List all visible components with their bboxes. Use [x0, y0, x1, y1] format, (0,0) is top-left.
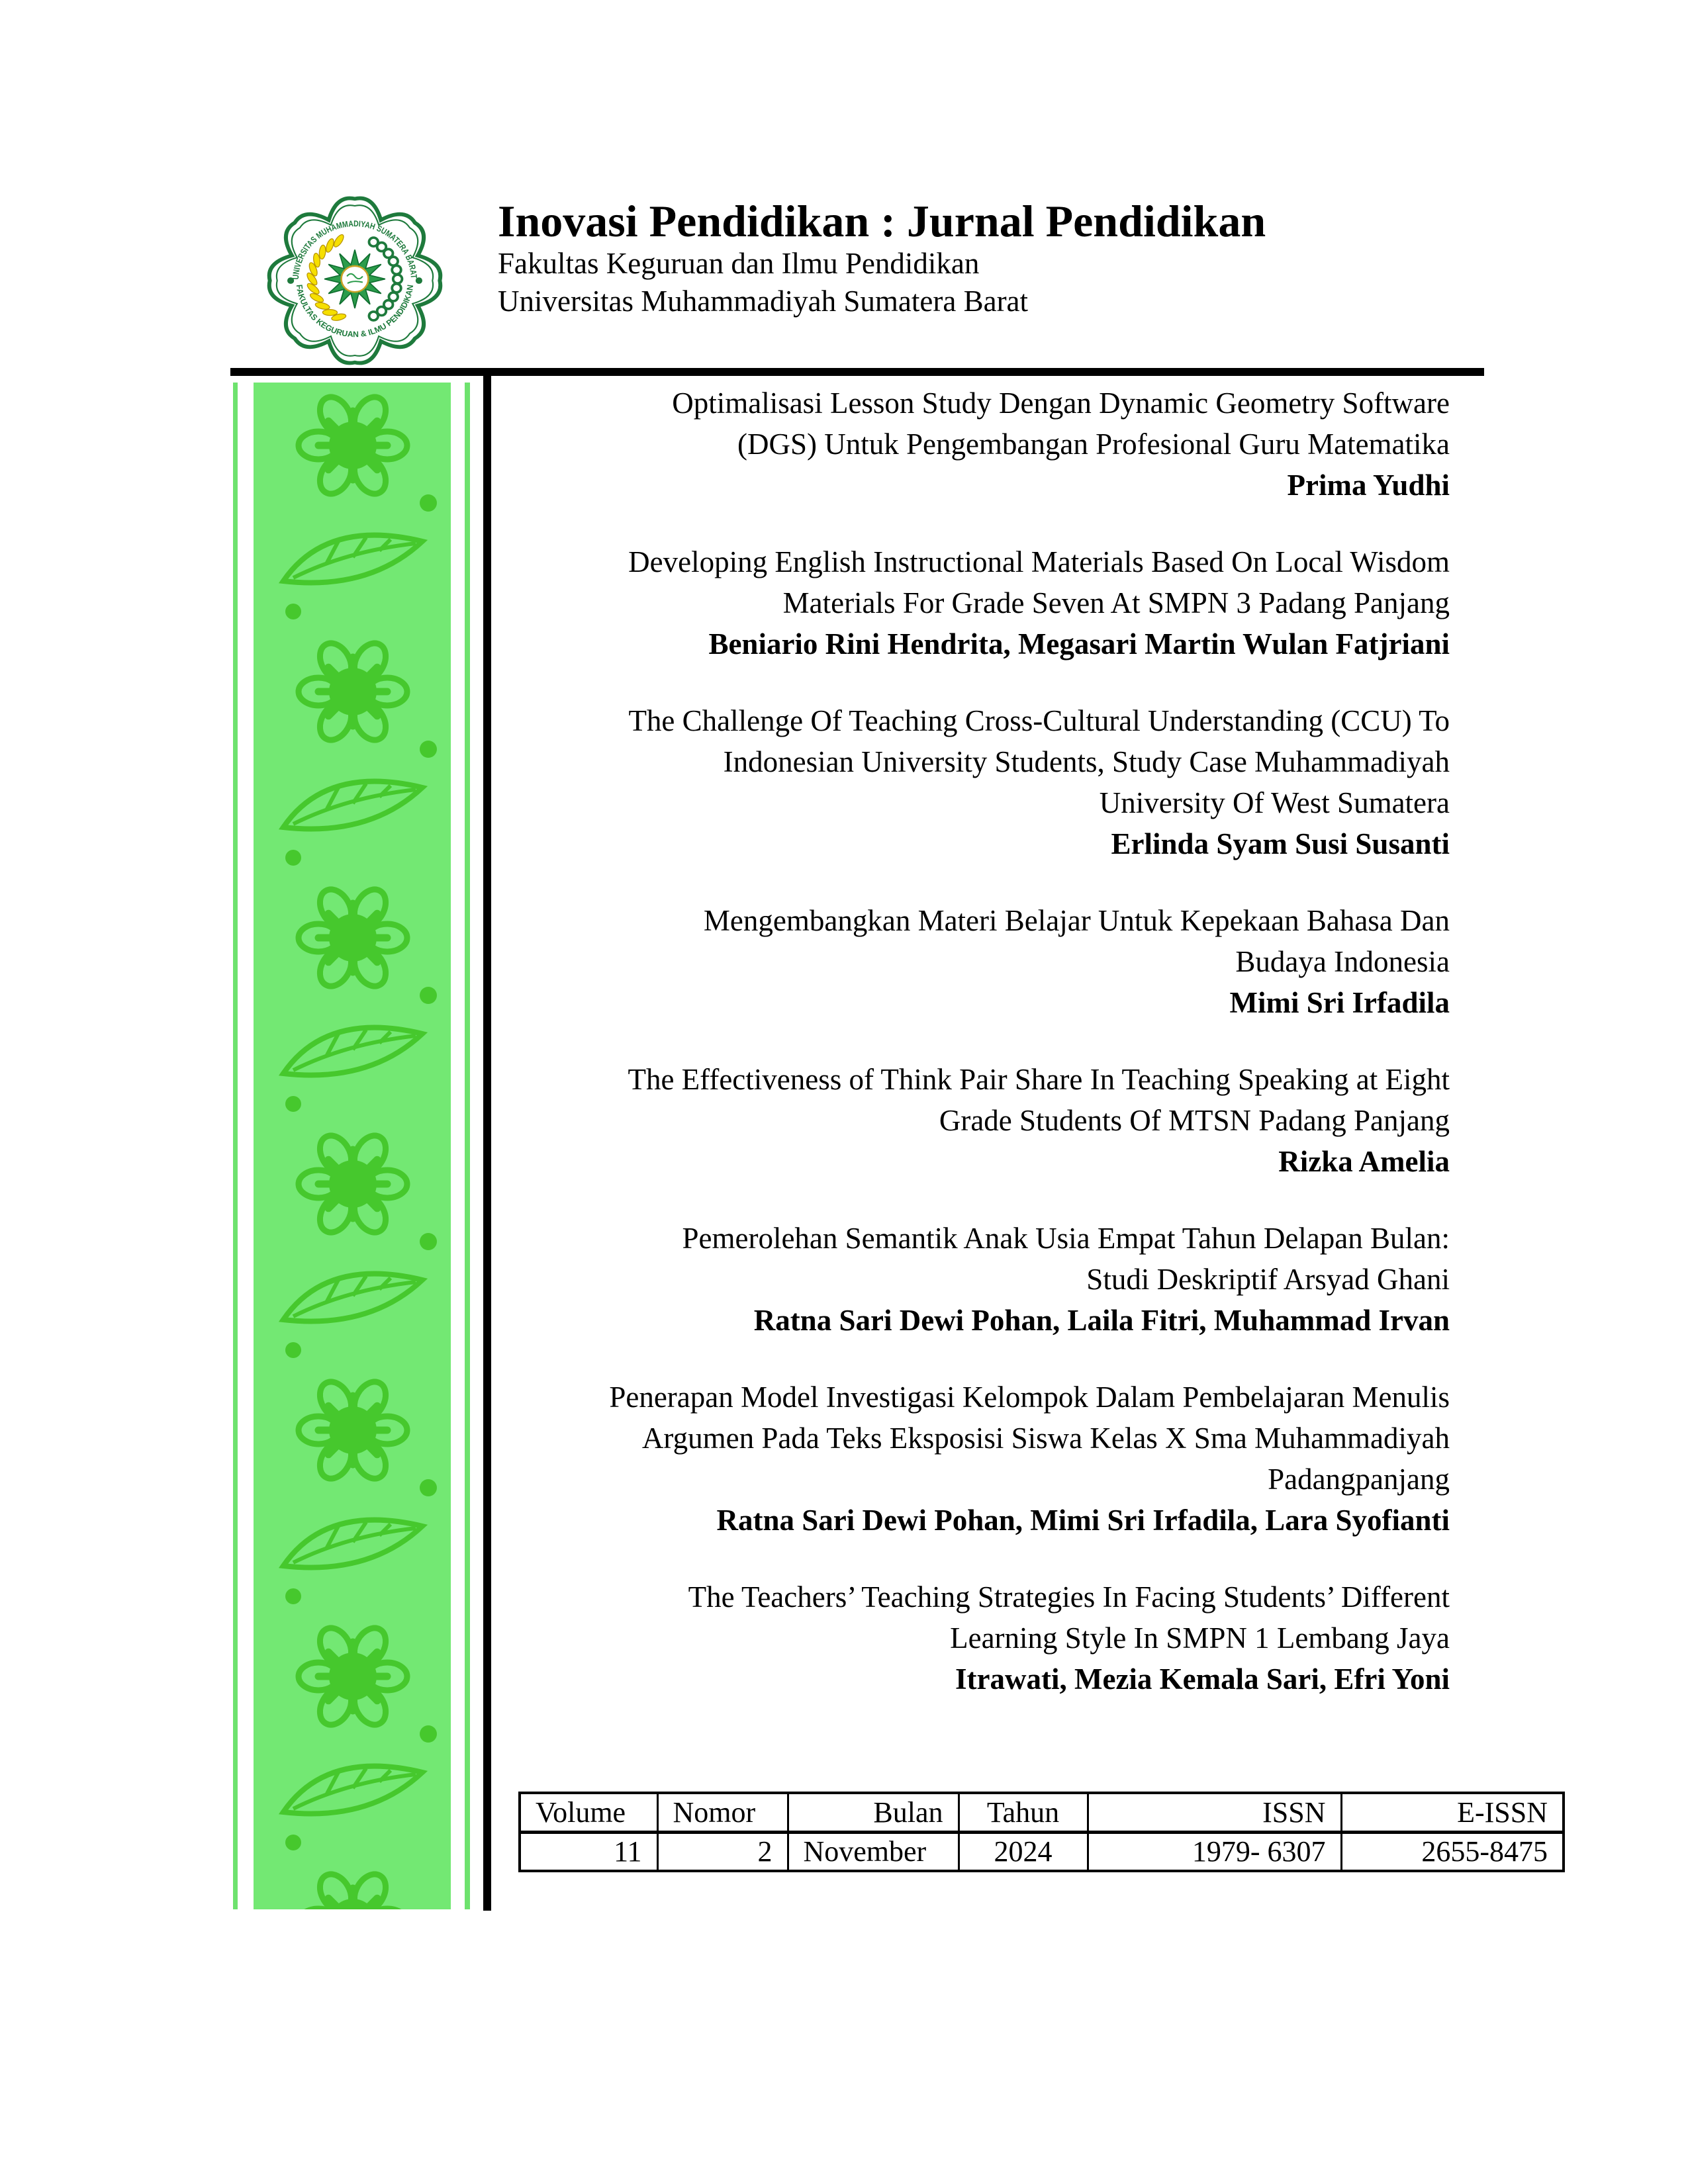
article-entry: [490, 541, 1450, 664]
issue-info-table: [518, 1792, 1565, 1872]
value-bulan: November: [788, 1832, 959, 1871]
table-value-row: [520, 1832, 1564, 1871]
article-authors: Ratna Sari Dewi Pohan, Mimi Sri Irfadila, Lara Syofianti: [716, 1504, 1450, 1537]
svg-text:FAKULTAS KEGURUAN & ILMU PENDI: FAKULTAS KEGURUAN & ILMU PENDIDIKAN: [294, 284, 416, 340]
university-name: Universitas Muhammadiyah Sumatera Barat: [498, 285, 1029, 318]
table-of-contents: [490, 383, 1450, 1735]
table-header-row: [520, 1793, 1564, 1832]
article-title-line: Studi Deskriptif Arsyad Ghani: [1086, 1263, 1450, 1296]
article-title-line: (DGS) Untuk Pengembangan Profesional Guru Matematika: [737, 428, 1450, 461]
header-bulan: Bulan: [788, 1793, 959, 1832]
header-tahun: Tahun: [959, 1793, 1088, 1832]
article-entry: [490, 1059, 1450, 1182]
svg-text:UNIVERSITAS MUHAMMADIYAH SUMAT: UNIVERSITAS MUHAMMADIYAH SUMATERA BARAT: [290, 218, 420, 280]
masthead: [498, 197, 1266, 320]
faculty-name: Fakultas Keguruan dan Ilmu Pendidikan: [498, 247, 980, 280]
article-title-line: Argumen Pada Teks Eksposisi Siswa Kelas X Sma Muhammadiyah: [641, 1422, 1450, 1455]
floral-pattern-icon: [233, 383, 470, 1909]
article-authors: Itrawati, Mezia Kemala Sari, Efri Yoni: [955, 1662, 1450, 1696]
header-divider-rule: [230, 368, 1484, 376]
article-entry: [490, 1218, 1450, 1341]
value-tahun: 2024: [959, 1832, 1088, 1871]
article-title-line: Padangpanjang: [1268, 1463, 1450, 1496]
header-nomor: Nomor: [657, 1793, 788, 1832]
article-title-line: Penerapan Model Investigasi Kelompok Dalam Pembelajaran Menulis: [609, 1381, 1450, 1414]
floral-border-strip: [233, 383, 470, 1909]
article-entry: [490, 1576, 1450, 1700]
article-entry: [490, 1377, 1450, 1541]
university-crest-icon: [265, 194, 445, 367]
article-title-line: Learning Style In SMPN 1 Lembang Jaya: [950, 1621, 1450, 1655]
value-nomor: 2: [657, 1832, 788, 1871]
header-eissn: E-ISSN: [1341, 1793, 1564, 1832]
article-entry: [490, 900, 1450, 1023]
article-entry: [490, 383, 1450, 506]
article-authors: Beniario Rini Hendrita, Megasari Martin Wulan Fatjriani: [708, 627, 1450, 660]
article-authors: Mimi Sri Irfadila: [1229, 986, 1450, 1019]
article-title-line: Budaya Indonesia: [1235, 945, 1450, 978]
article-title-line: Grade Students Of MTSN Padang Panjang: [939, 1104, 1450, 1137]
article-title-line: Developing English Instructional Materials Based On Local Wisdom: [628, 545, 1450, 578]
value-eissn: 2655-8475: [1341, 1832, 1564, 1871]
header-issn: ISSN: [1088, 1793, 1341, 1832]
article-title-line: Mengembangkan Materi Belajar Untuk Kepekaan Bahasa Dan: [703, 904, 1450, 937]
article-authors: Ratna Sari Dewi Pohan, Laila Fitri, Muhammad Irvan: [753, 1304, 1450, 1337]
article-entry: [490, 700, 1450, 864]
article-title-line: The Challenge Of Teaching Cross-Cultural Understanding (CCU) To: [628, 704, 1450, 737]
article-authors: Erlinda Syam Susi Susanti: [1111, 827, 1450, 860]
journal-title: Inovasi Pendidikan : Jurnal Pendidikan: [498, 196, 1266, 246]
article-authors: Prima Yudhi: [1287, 469, 1450, 502]
article-authors: Rizka Amelia: [1278, 1145, 1450, 1178]
article-title-line: Pemerolehan Semantik Anak Usia Empat Tahun Delapan Bulan:: [682, 1222, 1450, 1255]
article-title-line: Materials For Grade Seven At SMPN 3 Padang Panjang: [782, 586, 1450, 619]
university-logo: [265, 194, 445, 367]
value-issn: 1979- 6307: [1088, 1832, 1341, 1871]
article-title-line: University Of West Sumatera: [1099, 786, 1450, 819]
value-volume: 11: [520, 1832, 657, 1871]
article-title-line: Indonesian University Students, Study Case Muhammadiyah: [723, 745, 1450, 778]
article-title-line: The Teachers’ Teaching Strategies In Facing Students’ Different: [688, 1580, 1450, 1614]
header-volume: Volume: [520, 1793, 657, 1832]
article-title-line: The Effectiveness of Think Pair Share In Teaching Speaking at Eight: [628, 1063, 1450, 1096]
article-title-line: Optimalisasi Lesson Study Dengan Dynamic Geometry Software: [672, 387, 1450, 420]
